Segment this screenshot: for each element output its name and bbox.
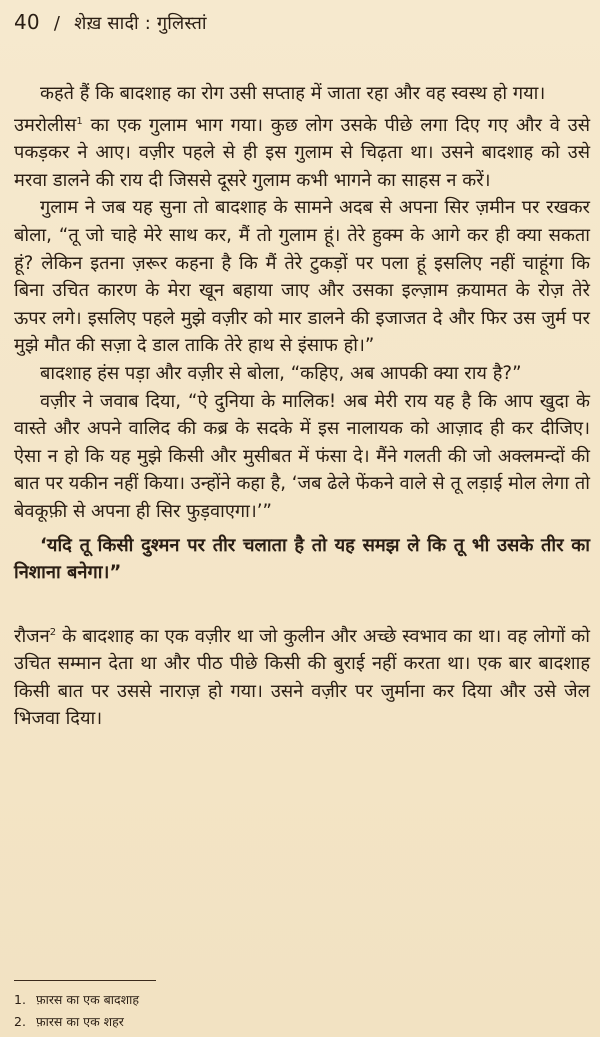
paragraph-4: बादशाह हंस पड़ा और वज़ीर से बोला, “कहिए, अब आपकी क्या राय है?” [40, 362, 522, 384]
paragraph-6 [14, 623, 590, 733]
footnote-text: फ़ारस का एक शहर [35, 1014, 124, 1029]
page-body [14, 80, 590, 733]
paragraph-1: कहते हैं कि बादशाह का रोग उसी सप्ताह में जाता रहा और वह स्वस्थ हो गया। [40, 83, 546, 104]
paragraph-6-text: के बादशाह का एक वज़ीर था जो कुलीन और अच्छे स्वभाव का था। वह लोगों को उचित सम्मान देता था और पीठ पीछे किसी की बुराई नहीं करता था। एक बार बादशाह किसी बात पर उससे नाराज़ हो गया। उसने वज़ीर पर जुर्माना कर दिया और उसे जेल भिजवा दिया। [14, 625, 590, 730]
footnote-number: 1. [14, 992, 26, 1007]
footnote-text: फ़ारस का एक बादशाह [35, 992, 140, 1007]
footnote-ref-2: 2 [49, 626, 57, 638]
footnote-divider [14, 980, 156, 981]
paragraph-2-text: का एक गुलाम भाग गया। कुछ लोग उसके पीछे लगा दिए गए और वे उसे पकड़कर ने आए। वज़ीर पहले से ही इस गुलाम से चिढ़ता था। उसने बादशाह को उसे मरवा डालने की राय दी जिससे दूसरे गुलाम कभी भागने का साहस न करें। [14, 114, 590, 191]
paragraph-2 [14, 112, 590, 195]
footnote-number: 2. [14, 1014, 26, 1029]
page-number: 40 [14, 10, 40, 34]
header-separator: / [53, 13, 61, 34]
footnote-ref-1: 1 [76, 115, 83, 127]
place-name: रौजन [14, 625, 50, 647]
paragraph-3: गुलाम ने जब यह सुना तो बादशाह के सामने अदब से अपना सिर ज़मीन पर रखकर बोला, “तू जो चाहे मेरे साथ कर, मैं तो गुलाम हूं। तेरे हुक्म के आगे कर ही क्या सकता हूं? लेकिन इतना ज़रूर कहना है कि मैं तेरे टुकड़ों पर पला हूं इसलिए नहीं चाहूंगा कि बिना उचित कारण के मेरा खून बहाया जाए और उसका इल्ज़ाम क़यामत के रोज़ तेरे ऊपर लगे। इसलिए पहले मुझे वज़ीर को मार डालने की इजाजत दे और फिर उस जुर्म पर मुझे मौत की सज़ा दे डाल ताकि तेरे हाथ से इंसाफ हो।” [14, 197, 590, 357]
moral-quote: ‘यदि तू किसी दुश्मन पर तीर चलाता है तो यह समझ ले कि तू भी उसके तीर का निशाना बनेगा।” [14, 534, 590, 584]
running-head [14, 0, 590, 40]
place-name: उमरोलीस [14, 114, 77, 136]
footnote-2 [14, 1011, 139, 1033]
footnotes [14, 989, 139, 1033]
book-title: शेख़ सादी : गुलिस्तां [74, 13, 207, 34]
footnote-1 [14, 989, 139, 1011]
paragraph-5: वज़ीर ने जवाब दिया, “ऐ दुनिया के मालिक! अब मेरी राय यह है कि आप खुदा के वास्ते और अपने वालिद की कब्र के सदके में इस नालायक को आज़ाद ही कर दीजिए। ऐसा न हो कि यह मुझे किसी और मुसीबत में फंसा दे। मैंने गलती की जो अक्लमन्दों की बात पर यकीन नहीं किया। उन्होंने कहा है, ‘जब ढेले फेंकने वाले से तू लड़ाई मोल लेगा तो बेवकूफ़ी से अपना ही सिर फुड़वाएगा।’” [14, 390, 590, 522]
